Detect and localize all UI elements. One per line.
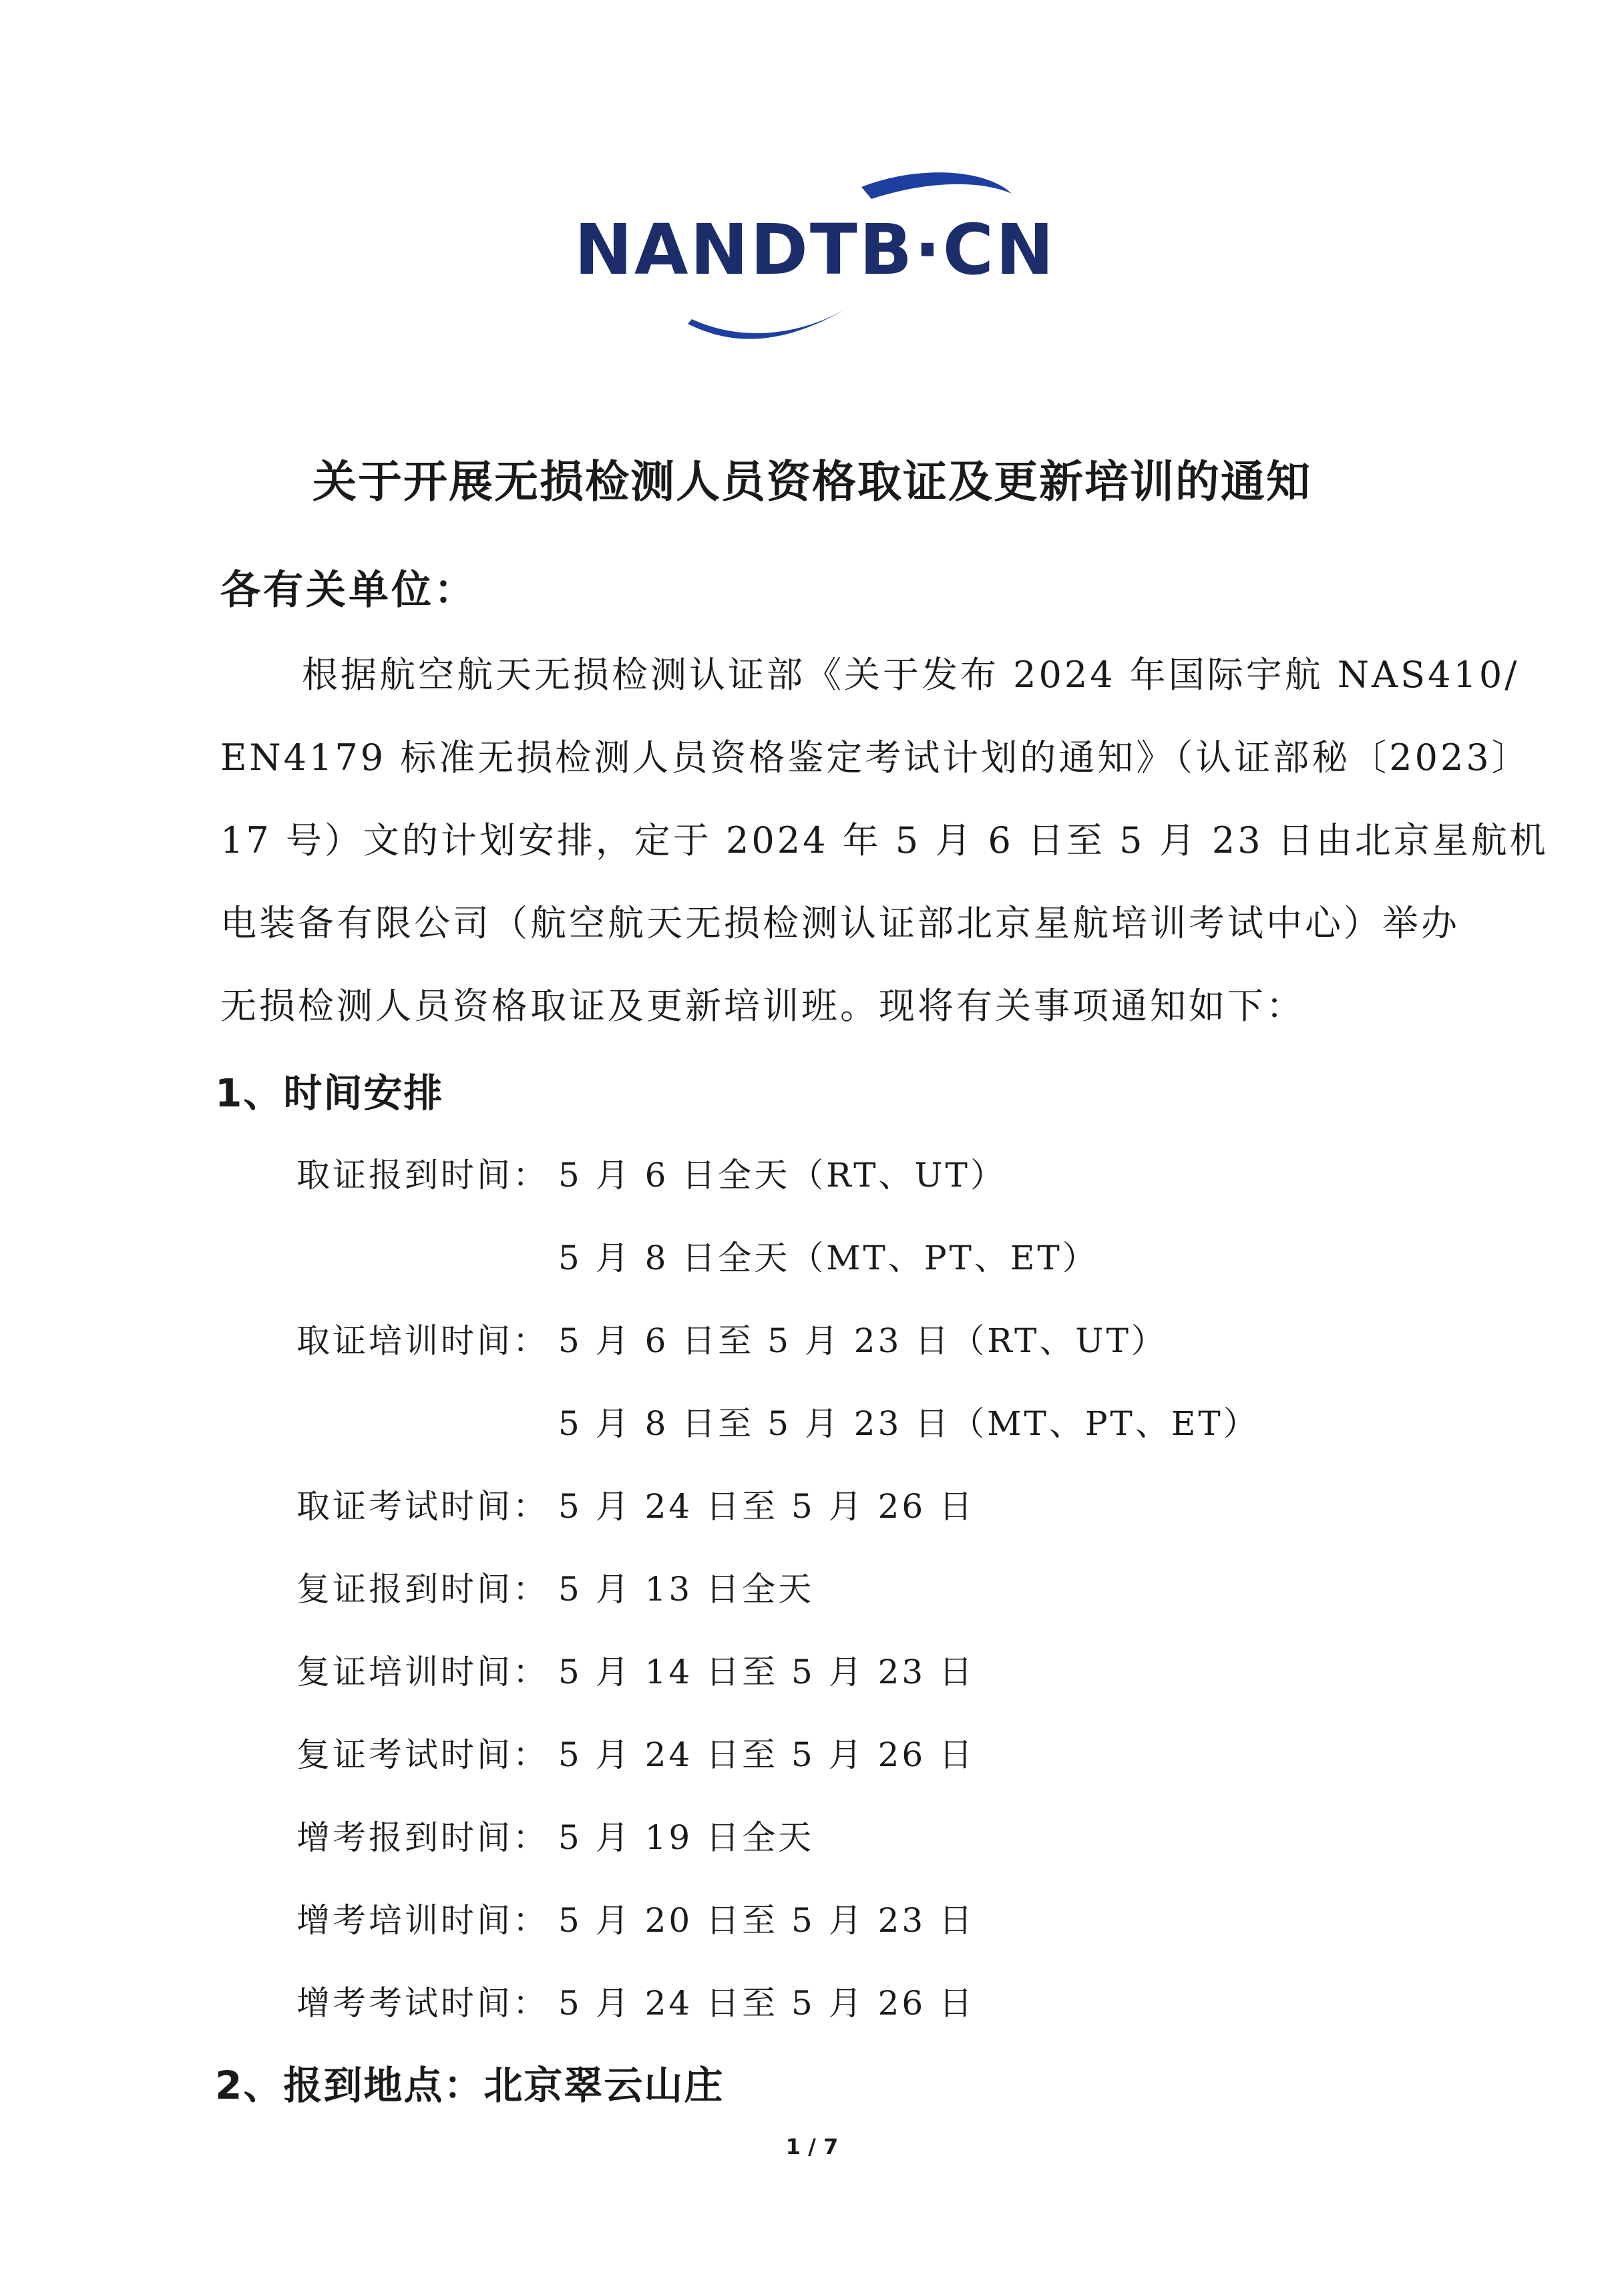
intro-line-5: 无损检测人员资格取证及更新培训班。现将有关事项通知如下： [220,985,1305,1027]
schedule-value: 5 月 24 日至 5 月 26 日 [558,1487,976,1526]
schedule-value: 5 月 24 日至 5 月 26 日 [558,1735,976,1774]
page-number: 1 / 7 [785,2134,839,2159]
schedule-label: 复证考试时间： [296,1735,549,1774]
schedule-label: 增考考试时间： [296,1984,549,2023]
nandtb-logo [574,167,1082,367]
salutation: 各有关单位： [220,567,477,614]
schedule-label: 复证培训时间： [296,1653,549,1691]
schedule-value: 5 月 8 日全天（MT、PT、ET） [558,1239,1098,1277]
schedule-value: 5 月 8 日至 5 月 23 日（MT、PT、ET） [558,1404,1259,1443]
schedule-value: 5 月 24 日至 5 月 26 日 [558,1984,976,2023]
schedule-value: 5 月 14 日至 5 月 23 日 [558,1653,976,1691]
notice-title: 关于开展无损检测人员资格取证及更新培训的通知 [313,456,1311,507]
section-1-heading: 1、时间安排 [215,1070,444,1116]
logo-graphic [574,167,1082,367]
logo-text: NANDTB·CN [574,209,1056,290]
logo-upper-swoosh [861,172,1012,199]
schedule-value: 5 月 13 日全天 [558,1570,815,1609]
schedule-label: 复证报到时间： [296,1570,549,1609]
schedule-value: 5 月 6 日至 5 月 23 日（RT、UT） [558,1321,1167,1360]
schedule-label: 增考培训时间： [296,1901,549,1940]
schedule-value: 5 月 20 日至 5 月 23 日 [558,1901,976,1940]
section-2-heading: 2、报到地点：北京翠云山庄 [215,2063,725,2108]
schedule-value: 5 月 6 日全天（RT、UT） [558,1156,1006,1195]
schedule-label: 增考报到时间： [296,1818,549,1857]
intro-line-4: 电装备有限公司（航空航天无损检测认证部北京星航培训考试中心）举办 [220,902,1460,944]
schedule-label: 取证报到时间： [296,1156,549,1195]
schedule-label: 取证考试时间： [296,1487,549,1526]
schedule-label: 取证培训时间： [296,1321,549,1360]
schedule-value: 5 月 19 日全天 [558,1818,815,1857]
intro-line-3: 17 号）文的计划安排，定于 2024 年 5 月 6 日至 5 月 23 日由北京星航机 [220,819,1549,861]
intro-line-2: EN4179 标准无损检测人员资格鉴定考试计划的通知》（认证部秘〔2023〕 [220,737,1531,779]
intro-line-1: 根据航空航天无损检测认证部《关于发布 2024 年国际宇航 NAS410/ [302,654,1520,696]
logo-lower-swoosh [688,304,855,339]
